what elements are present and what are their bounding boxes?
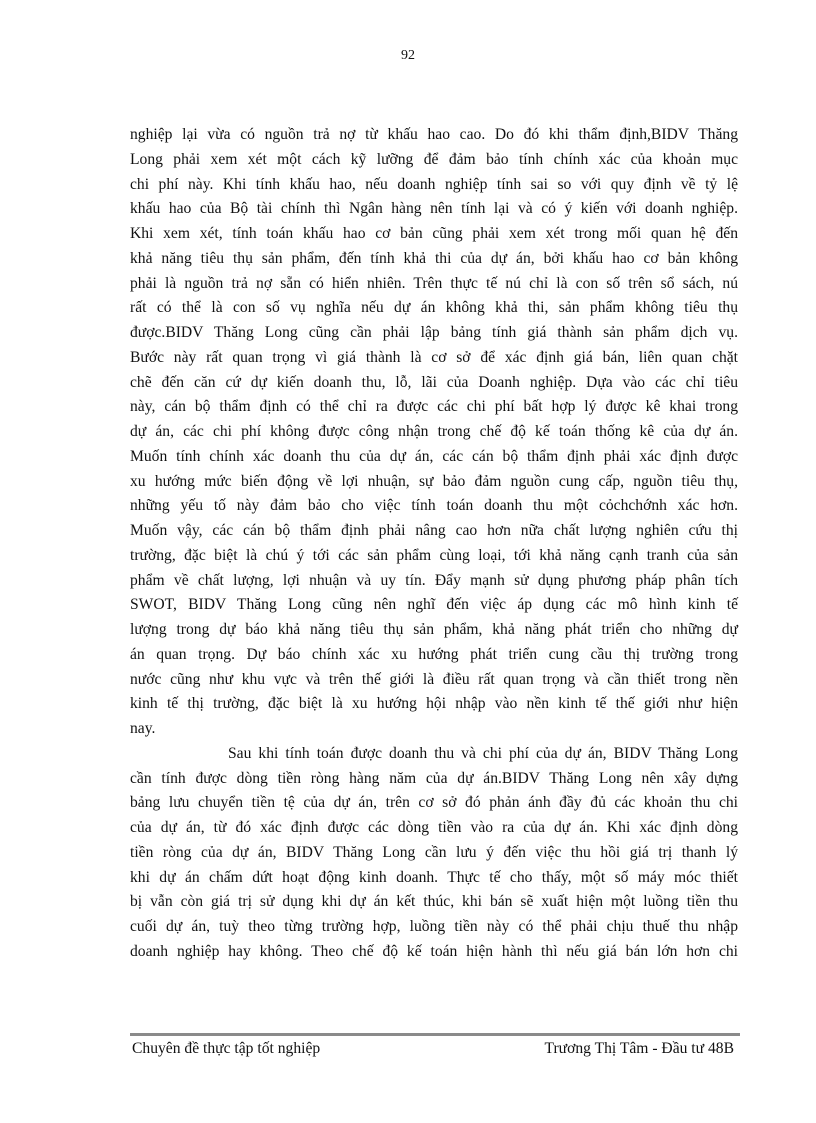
text-line: bảng lưu chuyển tiền tệ của dự án, trên cơ sở đó phản ánh đầy đủ các khoản thu chi bbox=[130, 794, 738, 812]
text-line: trường, đặc biệt là chú ý tới các sản phẩm cùng loại, tới khả năng cạnh tranh của sản bbox=[130, 546, 738, 564]
text-line: bị vẫn còn giá trị sử dụng khi dự án kết thúc, khi bán sẽ xuất hiện một luồng tiền thu bbox=[130, 893, 738, 911]
text-line: phẩm về chất lượng, lợi nhuận và uy tín. Đẩy mạnh sử dụng phương pháp phân tích bbox=[130, 571, 738, 589]
text-line: dự án, các chi phí không được công nhận trong chế độ kế toán thống kê của dự án. bbox=[130, 423, 738, 440]
text-line: cần tính được dòng tiền ròng hàng năm của dự án.BIDV Thăng Long nên xây dựng bbox=[130, 769, 738, 787]
text-line: Bước này rất quan trọng vì giá thành là cơ sở để xác định giá bán, liên quan chặt bbox=[130, 348, 738, 366]
text-line: nghiệp lại vừa có nguồn trả nợ từ khấu hao cao. Do đó khi thẩm định,BIDV Thăng bbox=[130, 126, 738, 143]
text-line: của dự án, từ đó xác định được các dòng tiền vào ra của dự án. Khi xác định dòng bbox=[130, 819, 738, 836]
text-line: chi phí này. Khi tính khấu hao, nếu doanh nghiệp tính sai so với quy định về tỷ lệ bbox=[130, 175, 738, 193]
text-line: án quan trọng. Dự báo chính xác xu hướng phát triển cung cầu thị trường trong bbox=[130, 645, 738, 663]
footer bbox=[132, 1040, 734, 1058]
text-line: này, cán bộ thẩm định có thể chỉ ra được các chi phí bất hợp lý được kê khai trong bbox=[130, 398, 738, 416]
text-line: nay. bbox=[130, 720, 156, 737]
text-line: tiền ròng của dự án, BIDV Thăng Long cần lưu ý đến việc thu hồi giá trị thanh lý bbox=[130, 843, 738, 861]
text-line: Muốn tính chính xác doanh thu của dự án, các cán bộ thẩm định phải xác định được bbox=[130, 447, 738, 465]
footer-rule bbox=[130, 1033, 740, 1036]
paragraph bbox=[130, 742, 738, 965]
text-line: Khi xem xét, tính toán khấu hao cơ bản cũng phải xem xét trong mối quan hệ đến bbox=[130, 225, 738, 242]
text-line: SWOT, BIDV Thăng Long cũng nên nghĩ đến việc áp dụng các mô hình kinh tế bbox=[130, 596, 738, 614]
footer-document-title: Chuyên đề thực tập tốt nghiệp bbox=[132, 1040, 321, 1057]
text-line: rất có thể là con số vụ nghĩa nếu dự án không khả thi, sản phẩm không tiêu thụ bbox=[130, 299, 738, 317]
text-line: phải là nguồn trả nợ sẵn có hiển nhiên. Trên thực tế nú chỉ là con số trên sổ sách, nú bbox=[130, 274, 738, 292]
text-line: nước cũng như khu vực và trên thế giới là điều rất quan trọng và cần thiết trong nền bbox=[130, 670, 738, 688]
text-line: cuối dự án, tuỳ theo từng trường hợp, luồng tiền này có thể phải chịu thuế thu nhập bbox=[130, 918, 738, 935]
text-line: Muốn vậy, các cán bộ thẩm định phải nâng cao hơn nữa chất lượng nghiên cứu thị bbox=[130, 522, 738, 539]
text-line: khi dự án chấm dứt hoạt động kinh doanh. Thực tế cho thấy, một số máy móc thiết bbox=[130, 868, 738, 886]
paragraph bbox=[130, 123, 738, 742]
text-line: Long phải xem xét một cách kỹ lưỡng để đảm bảo tính chính xác của khoản mục bbox=[130, 150, 738, 168]
text-line: xu hướng mức biến động về lợi nhuận, sự bảo đảm nguồn cung cấp, nguồn tiêu thụ, bbox=[130, 472, 738, 490]
text-line: khấu hao của Bộ tài chính thì Ngân hàng nên tính lại và có ý kiến với doanh nghiệp. bbox=[130, 200, 738, 218]
text-line: doanh nghiệp hay không. Theo chế độ kế toán hiện hành thì nếu giá bán lớn hơn chi bbox=[130, 942, 738, 960]
page-number: 92 bbox=[401, 48, 415, 63]
text-line: chẽ đến căn cứ dự kiến doanh thu, lỗ, lãi của Doanh nghiệp. Dựa vào các chỉ tiêu bbox=[130, 373, 738, 391]
text-line: được.BIDV Thăng Long cũng cần phải lập bảng tính giá thành sản phẩm dịch vụ. bbox=[130, 324, 738, 341]
text-line: những yếu tố này đảm bảo cho việc tính toán doanh thu một cỏchchớnh xác hơn. bbox=[130, 497, 738, 515]
text-line: lượng trong dự báo khả năng tiêu thụ sản phẩm, khả năng phát triển cho những dự bbox=[130, 621, 738, 638]
body-text bbox=[130, 123, 738, 965]
footer-author: Trương Thị Tâm - Đầu tư 48B bbox=[544, 1040, 734, 1057]
text-line: khả năng tiêu thụ sản phẩm, đến tính khả thi của dự án, bởi khấu hao cơ bản không bbox=[130, 249, 738, 267]
text-line: Sau khi tính toán được doanh thu và chi phí của dự án, BIDV Thăng Long bbox=[228, 744, 738, 762]
text-line: kinh tế thị trường, đặc biệt là xu hướng hội nhập vào nền kinh tế thế giới như hiện bbox=[130, 695, 738, 713]
